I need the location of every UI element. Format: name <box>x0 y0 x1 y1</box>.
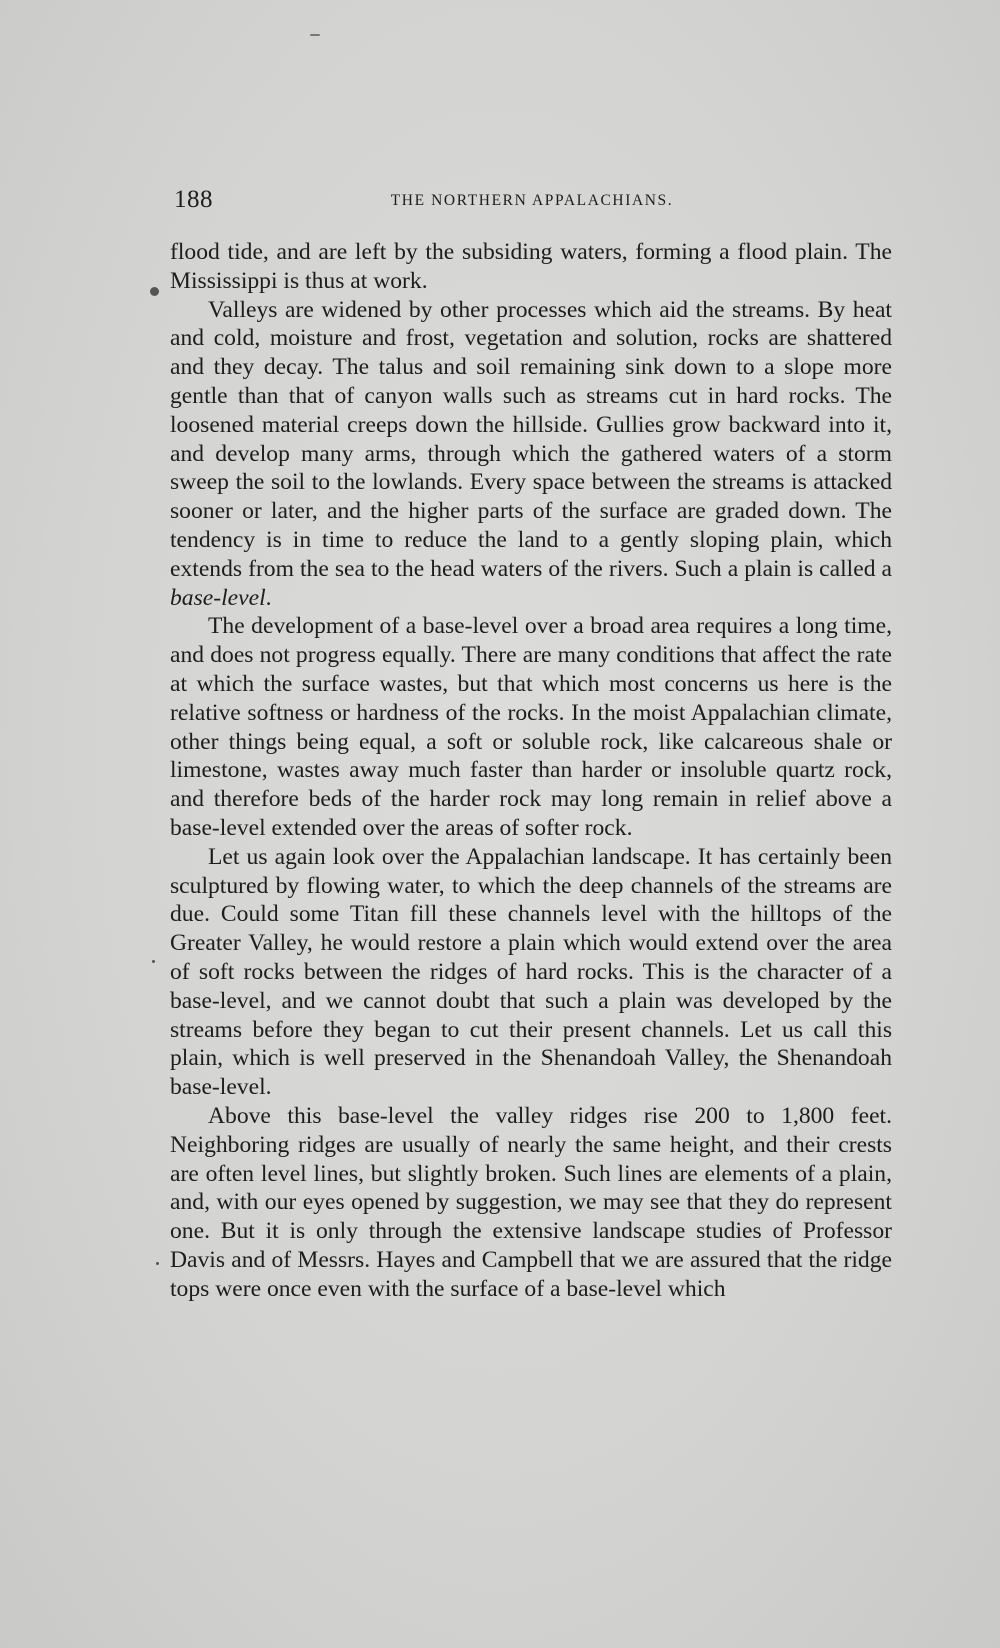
ink-speck <box>152 960 155 963</box>
paragraph-appalachian-landscape: Let us again look over the Appalachian landscape. It has certainly been sculptured by flowing water, to which the deep channels of the streams are due. Could some Titan fill these channels level with the hilltops of the Greater Valley, he would restore a plain which would extend over the area of soft rocks between the ridges of hard rocks. This is the character of a base-level, and we cannot doubt that such a plain was developed by the streams before they began to cut their present channels. Let us call this plain, which is well preserved in the Shenandoah Valley, the Shenandoah base-level. <box>170 843 892 1101</box>
paragraph-continued: flood tide, and are left by the subsiding waters, forming a flood plain. The Mississippi is thus at work. <box>170 239 892 294</box>
ink-speck <box>156 1262 159 1265</box>
running-title: THE NORTHERN APPALACHIANS. <box>390 192 674 209</box>
body-text <box>170 238 892 1303</box>
paragraph-text: Valleys are widened by other processes which aid the streams. By heat and cold, moisture and frost, vegetation and solution, rocks are shattered and they decay. The talus and soil remaining sink down to a slope more gentle than that of canyon walls such as streams cut in hard rocks. The loosened material creeps down the hillside. Gullies grow backward into it, and develop many arms, through which the gathered waters of a storm sweep the soil to the lowlands. Every space between the streams is attacked sooner or later, and the higher parts of the surface are graded down. The tendency is in time to reduce the land to a gently sloping plain, which extends from the sea to the head waters of the rivers. Such a plain is called a <box>170 296 892 582</box>
paragraph-base-level-development: The development of a base-level over a broad area requires a long time, and does not progress equally. There are many conditions that affect the rate at which the surface wastes, but that which most concerns us here is the relative softness or hardness of the rocks. In the moist Appalachian climate, other things being equal, a soft or soluble rock, like calcareous shale or limestone, wastes away much faster than harder or insoluble quartz rock, and therefore beds of the harder rock may long remain in relief above a base-level extended over the areas of softer rock. <box>170 613 892 841</box>
paragraph-valley-ridges: Above this base-level the valley ridges rise 200 to 1,800 feet. Neighboring ridges are usually of nearly the same height, and their crests are often level lines, but slightly broken. Such lines are elements of a plain, and, with our eyes opened by suggestion, we may see that they do represent one. But it is only through the extensive landscape studies of Professor Davis and of Messrs. Hayes and Campbell that we are assured that the ridge tops were once even with the surface of a base-level which <box>170 1102 892 1302</box>
ink-speck <box>310 34 320 36</box>
page-number: 188 <box>174 186 213 213</box>
emphasis-term: base-level <box>170 584 266 611</box>
page-header <box>174 186 890 216</box>
ink-speck <box>150 287 159 296</box>
paragraph-text-end: . <box>265 584 272 611</box>
paragraph-valleys-widened <box>170 296 892 613</box>
